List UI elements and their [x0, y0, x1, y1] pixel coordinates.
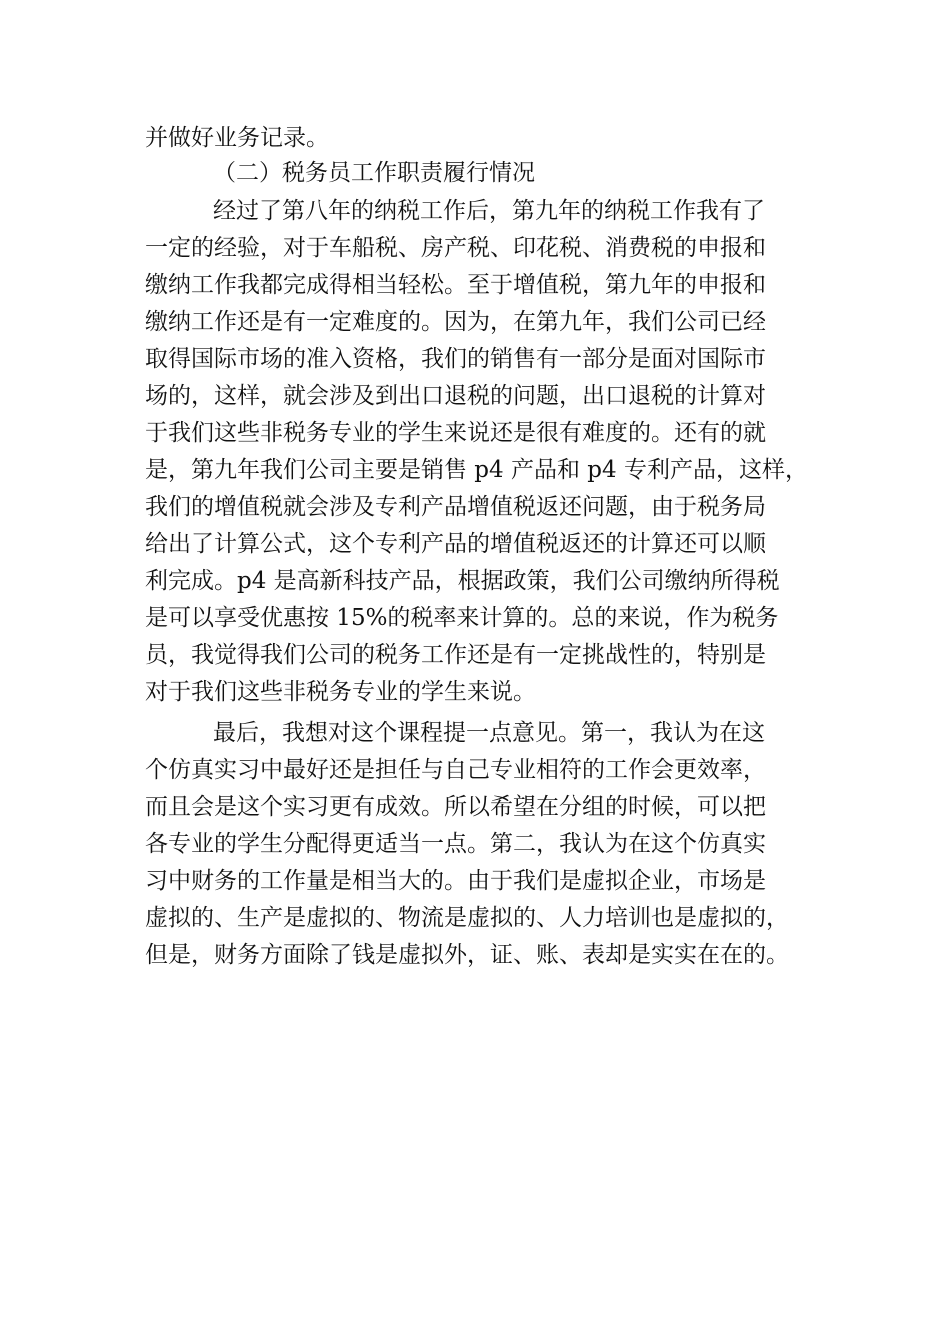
paragraph-line: 一定的经验，对于车船税、房产税、印花税、消费税的申报和 [145, 235, 766, 261]
paragraph-line: 员，我觉得我们公司的税务工作还是有一定挑战性的，特别是 [145, 642, 766, 668]
paragraph-line: 最后，我想对这个课程提一点意见。第一，我认为在这 [213, 720, 765, 746]
paragraph-line: 各专业的学生分配得更适当一点。第二，我认为在这个仿真实 [145, 831, 766, 857]
paragraph-line: 个仿真实习中最好还是担任与自己专业相符的工作会更效率， [145, 757, 766, 783]
paragraph-line: 取得国际市场的准入资格，我们的销售有一部分是面对国际市 [145, 346, 766, 372]
section-heading: （二）税务员工作职责履行情况 [213, 160, 535, 186]
text-line: 并做好业务记录。 [145, 125, 329, 151]
paragraph-line: 利完成。p4 是高新科技产品，根据政策，我们公司缴纳所得税 [145, 568, 780, 594]
paragraph-line: 但是，财务方面除了钱是虚拟外，证、账、表却是实实在在的。 [145, 942, 789, 968]
paragraph-line: 给出了计算公式，这个专利产品的增值税返还的计算还可以顺 [145, 531, 766, 557]
paragraph-line: 于我们这些非税务专业的学生来说还是很有难度的。还有的就 [145, 420, 766, 446]
paragraph-line: 习中财务的工作量是相当大的。由于我们是虚拟企业，市场是 [145, 868, 766, 894]
paragraph-line: 是可以享受优惠按 15%的税率来计算的。总的来说，作为税务 [145, 605, 779, 631]
paragraph-line: 而且会是这个实习更有成效。所以希望在分组的时候，可以把 [145, 794, 766, 820]
paragraph-line: 缴纳工作还是有一定难度的。因为，在第九年，我们公司已经 [145, 309, 766, 335]
paragraph-line: 对于我们这些非税务专业的学生来说。 [145, 679, 536, 705]
paragraph-line: 经过了第八年的纳税工作后，第九年的纳税工作我有了 [213, 198, 765, 224]
paragraph-line: 虚拟的、生产是虚拟的、物流是虚拟的、人力培训也是虚拟的， [145, 905, 789, 931]
paragraph-line: 是，第九年我们公司主要是销售 p4 产品和 p4 专利产品，这样， [145, 457, 808, 483]
paragraph-line: 场的，这样，就会涉及到出口退税的问题，出口退税的计算对 [145, 383, 766, 409]
paragraph-line: 我们的增值税就会涉及专利产品增值税返还问题，由于税务局 [145, 494, 766, 520]
paragraph-line: 缴纳工作我都完成得相当轻松。至于增值税，第九年的申报和 [145, 272, 766, 298]
